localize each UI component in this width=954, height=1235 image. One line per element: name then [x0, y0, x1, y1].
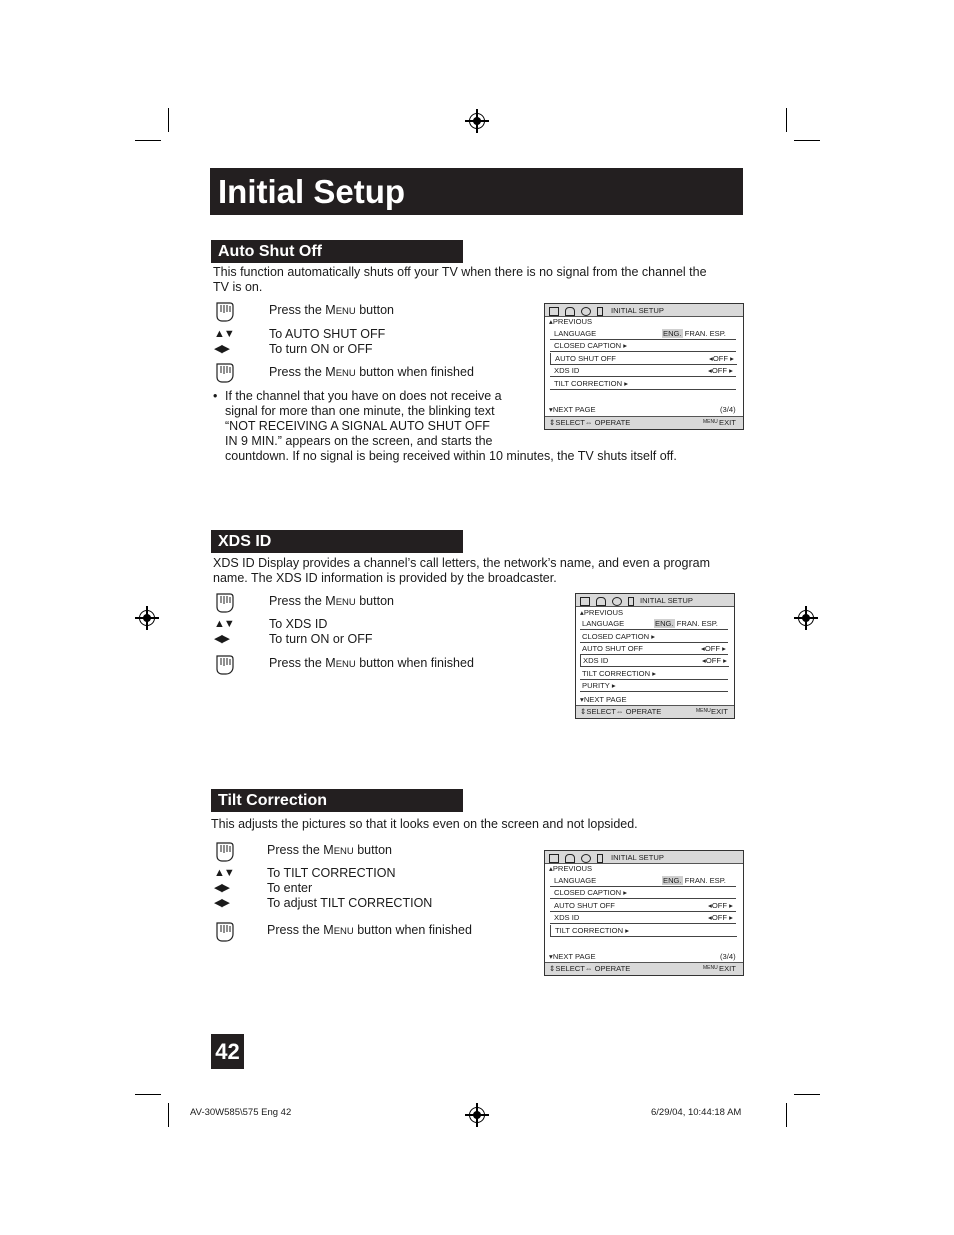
step-turn-on-off: To turn ON or OFF: [269, 342, 373, 356]
osd-title: INITIAL SETUP: [611, 306, 664, 315]
crop-mark: [786, 1103, 787, 1127]
osd-row-closed-caption: CLOSED CAPTION ▸: [580, 631, 728, 643]
osd-next-page: ▾NEXT PAGE: [549, 952, 596, 961]
registration-mark-icon: [469, 1107, 485, 1123]
osd-row-language: LANGUAGE ENG. FRAN. ESP.: [550, 875, 736, 887]
crop-mark: [168, 108, 169, 132]
step-press-menu-finish: Press the MENU button when finished: [269, 656, 474, 670]
section-heading-xds-id: XDS ID: [211, 530, 463, 553]
step-press-menu-finish: Press the MENU button when finished: [267, 923, 472, 937]
osd-next-page: ▾NEXT PAGE: [580, 695, 627, 704]
osd-page-indicator: (3/4): [720, 405, 736, 414]
step-enter: To enter: [267, 881, 313, 895]
page-title: Initial Setup: [210, 168, 743, 215]
osd-page-indicator: (3/4): [720, 952, 736, 961]
osd-row-auto-shut-off: AUTO SHUT OFF ◂OFF ▸: [550, 900, 736, 912]
step-adjust-tilt: To adjust TILT CORRECTION: [267, 896, 433, 910]
footer-file-info: AV-30W585\575 Eng 42: [190, 1107, 292, 1118]
crop-mark: [135, 1094, 161, 1095]
osd-row-auto-shut-off: AUTO SHUT OFF ◂OFF ▸: [580, 643, 728, 655]
step-select-auto-shut-off: To AUTO SHUT OFF: [269, 327, 386, 341]
osd-previous: ▴PREVIOUS: [580, 608, 624, 617]
osd-previous: ▴PREVIOUS: [549, 317, 593, 326]
auto-shut-off-intro-line2: TV is on.: [213, 280, 263, 294]
hand-press-icon: [213, 921, 235, 943]
osd-header: [545, 304, 743, 317]
step-select-xds-id: To XDS ID: [269, 617, 328, 631]
section-heading-tilt-correction: Tilt Correction: [211, 789, 463, 812]
left-right-arrows-icon: ◀▶: [214, 882, 229, 894]
osd-footer: ⇕SELECT⇔ OPERATE MENU EXIT: [545, 416, 743, 429]
up-down-arrows-icon: ▲▼: [214, 328, 234, 340]
bullet: •: [213, 389, 218, 403]
auto-shut-off-intro-line1: This function automatically shuts off your TV when there is no signal from the channel the: [213, 265, 707, 279]
step-press-menu: Press the MENU button: [269, 594, 394, 608]
osd-row-tilt-correction: TILT CORRECTION ▸: [580, 668, 728, 680]
xds-id-intro-line1: XDS ID Display provides a channel’s call letters, the network’s name, and even a program: [213, 556, 711, 570]
osd-row-closed-caption: CLOSED CAPTION ▸: [550, 887, 736, 899]
note-line: IN 9 MIN.” appears on the screen, and starts the: [225, 434, 493, 448]
step-turn-on-off: To turn ON or OFF: [269, 632, 373, 646]
osd-next-page: ▾NEXT PAGE: [549, 405, 596, 414]
hand-press-icon: [213, 592, 235, 614]
xds-id-intro-line2: name. The XDS ID information is provided by the broadcaster.: [213, 571, 557, 585]
step-select-tilt-correction: To TILT CORRECTION: [267, 866, 396, 880]
page-number: 42: [211, 1034, 244, 1069]
tilt-correction-intro: This adjusts the pictures so that it looks even on the screen and not lopsided.: [211, 817, 638, 831]
note-line: If the channel that you have on does not receive a: [225, 389, 502, 403]
crop-mark: [786, 108, 787, 132]
osd-row-closed-caption: CLOSED CAPTION ▸: [550, 340, 736, 352]
crop-mark: [168, 1103, 169, 1127]
hand-press-icon: [213, 301, 235, 323]
step-press-menu-finish: Press the MENU button when finished: [269, 365, 474, 379]
crop-mark: [794, 140, 820, 141]
registration-mark-icon: [469, 113, 485, 129]
up-down-arrows-icon: ▲▼: [214, 618, 234, 630]
osd-screen-tilt-correction: [544, 850, 744, 976]
hand-press-icon: [213, 841, 235, 863]
osd-title: INITIAL SETUP: [611, 853, 664, 862]
note-line: signal for more than one minute, the blinking text: [225, 404, 495, 418]
osd-row-xds-id: XDS ID ◂OFF ▸: [550, 912, 736, 924]
step-press-menu: Press the MENU button: [267, 843, 392, 857]
osd-row-tilt-correction: TILT CORRECTION ▸: [550, 378, 736, 390]
crop-mark: [135, 140, 161, 141]
registration-mark-icon: [798, 610, 814, 626]
left-right-arrows-icon: ◀▶: [214, 633, 229, 645]
osd-screen-auto-shut-off: [544, 303, 744, 430]
osd-row-language: LANGUAGE ENG. FRAN. ESP.: [550, 328, 736, 340]
hand-press-icon: [213, 654, 235, 676]
osd-previous: ▴PREVIOUS: [549, 864, 593, 873]
left-right-arrows-icon: ◀▶: [214, 897, 229, 909]
osd-row-tilt-correction: TILT CORRECTION ▸: [550, 925, 737, 937]
step-press-menu: Press the MENU button: [269, 303, 394, 317]
osd-footer: ⇕SELECT⇔ OPERATE MENU EXIT: [576, 705, 734, 718]
osd-row-xds-id: XDS ID ◂OFF ▸: [580, 655, 729, 667]
registration-mark-icon: [139, 610, 155, 626]
osd-screen-xds-id: [575, 593, 735, 719]
osd-header: [545, 851, 743, 864]
osd-row-language: LANGUAGE ENG. FRAN. ESP.: [580, 618, 728, 630]
footer-timestamp: 6/29/04, 10:44:18 AM: [651, 1107, 742, 1118]
note-line: “NOT RECEIVING A SIGNAL AUTO SHUT OFF: [225, 419, 490, 433]
hand-press-icon: [213, 362, 235, 384]
up-down-arrows-icon: ▲▼: [214, 867, 234, 879]
crop-mark: [794, 1094, 820, 1095]
osd-row-xds-id: XDS ID ◂OFF ▸: [550, 365, 736, 377]
osd-footer: ⇕SELECT⇔ OPERATE MENU EXIT: [545, 962, 743, 975]
note-line: countdown. If no signal is being received within 10 minutes, the TV shuts itself off.: [225, 449, 677, 463]
osd-header: [576, 594, 734, 607]
osd-row-auto-shut-off: AUTO SHUT OFF ◂OFF ▸: [550, 353, 737, 365]
osd-title: INITIAL SETUP: [640, 596, 693, 605]
section-heading-auto-shut-off: Auto Shut Off: [211, 240, 463, 263]
osd-row-purity: PURITY ▸: [580, 680, 728, 692]
left-right-arrows-icon: ◀▶: [214, 343, 229, 355]
